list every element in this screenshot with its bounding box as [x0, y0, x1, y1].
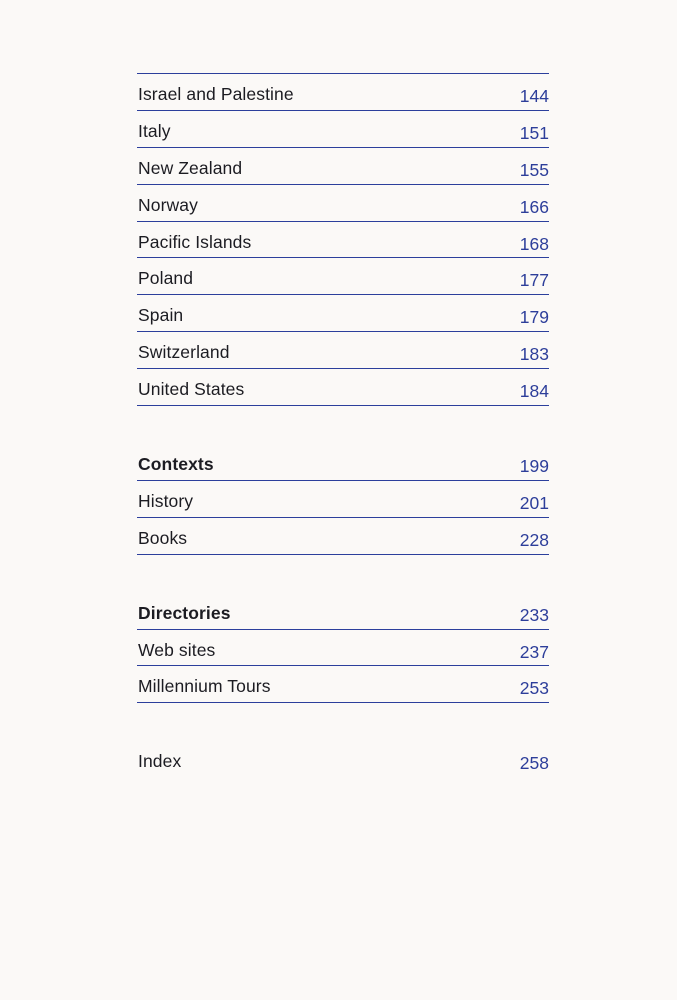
section-gap — [137, 703, 549, 741]
toc-entry[interactable] — [137, 369, 549, 405]
toc-entry[interactable] — [137, 148, 549, 184]
section-title: Contexts — [138, 454, 214, 475]
entry-title: Millennium Tours — [138, 676, 271, 697]
toc-entry[interactable] — [137, 111, 549, 147]
entry-title: Web sites — [138, 639, 216, 660]
entry-page-number: 253 — [519, 678, 549, 699]
entry-page-number: 258 — [519, 753, 549, 774]
toc-section-heading[interactable] — [137, 444, 549, 480]
toc-entry[interactable] — [137, 74, 549, 110]
entry-page-number: 228 — [519, 529, 549, 550]
entry-page-number: 199 — [519, 456, 549, 477]
entry-page-number: 155 — [519, 159, 549, 180]
entry-title: Israel and Palestine — [138, 84, 294, 104]
section-title: Directories — [138, 602, 231, 623]
toc-entry[interactable] — [137, 185, 549, 221]
entry-title: New Zealand — [138, 157, 243, 178]
table-of-contents — [137, 73, 549, 777]
toc-entry[interactable] — [137, 481, 549, 517]
entry-page-number: 144 — [519, 86, 549, 106]
entry-page-number: 166 — [519, 196, 549, 217]
entry-title: Norway — [138, 194, 198, 215]
entry-title: Index — [138, 751, 182, 772]
entry-page-number: 177 — [519, 270, 549, 291]
entry-page-number: 151 — [519, 122, 549, 143]
toc-entry[interactable] — [137, 222, 549, 258]
entry-page-number: 201 — [519, 492, 549, 513]
section-gap — [137, 555, 549, 593]
entry-title: Books — [138, 527, 188, 548]
entry-title: Spain — [138, 305, 184, 326]
entry-page-number: 183 — [519, 344, 549, 365]
toc-entry[interactable] — [137, 258, 549, 294]
toc-entry[interactable] — [137, 666, 549, 702]
entry-title: History — [138, 490, 194, 511]
entry-page-number: 179 — [519, 307, 549, 328]
entry-title: Italy — [138, 120, 171, 141]
entry-page-number: 168 — [519, 233, 549, 254]
toc-entry[interactable] — [137, 332, 549, 368]
entry-page-number: 233 — [519, 604, 549, 625]
toc-entry[interactable] — [137, 518, 549, 554]
entry-title: Poland — [138, 268, 194, 289]
entry-page-number: 237 — [519, 641, 549, 662]
entry-page-number: 184 — [519, 381, 549, 402]
toc-entry[interactable] — [137, 630, 549, 666]
entry-title: Switzerland — [138, 342, 230, 363]
toc-entry[interactable] — [137, 295, 549, 331]
section-gap — [137, 406, 549, 444]
toc-section-heading[interactable] — [137, 593, 549, 629]
entry-title: United States — [138, 379, 245, 400]
entry-title: Pacific Islands — [138, 231, 252, 252]
toc-entry-index[interactable] — [137, 741, 549, 777]
